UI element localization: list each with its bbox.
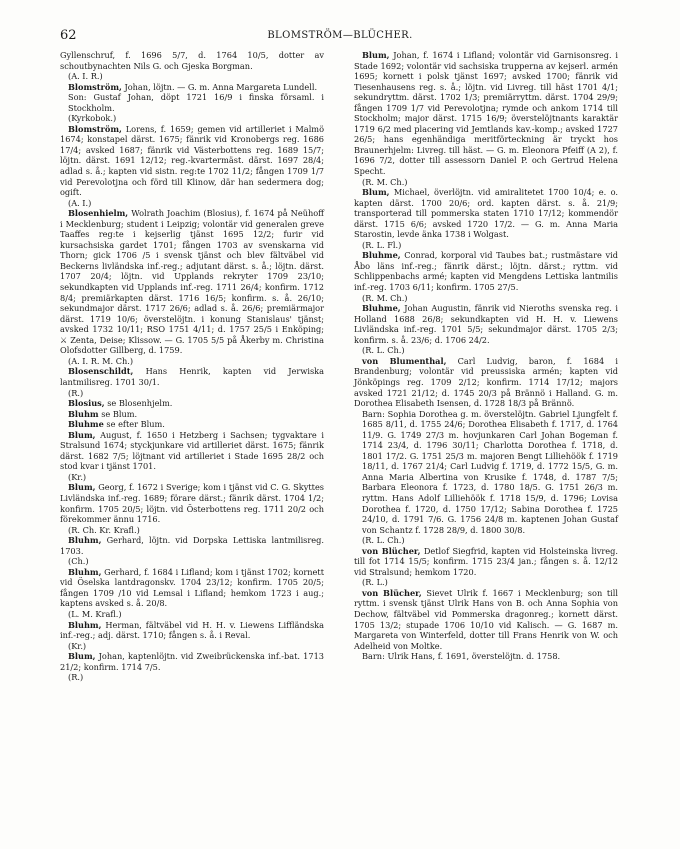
entry-text: se Blosenhjelm. <box>104 398 173 409</box>
entry-text: Georg, f. 1672 i Sverige; kom i tjänst vid C. G. Skyttes Livländska inf.-reg. 1689; förare därst.; fänrik därst. 1704 1/2; konfirm. 1705 20/5; löjtn. vid Österbottens reg. 1711 20/2 och förekommer ännu 1716. <box>60 482 324 525</box>
entry-name: von Blücher, <box>362 587 422 598</box>
entry-text: Sievet Ulrik f. 1667 i Mecklenburg; son till ryttm. i svensk tjänst Ulrik Hans von B. och Anna Sophia von Dechow, fältväbel vid Pommerska dragonreg.; kornett därst. 1705 13/2; stupade 1706 10/10 vid Kalisch. — G. 1687 m. Margareta von Winterfeld, dotter till Frans Henrik von W. och Adelheid von Moltke. <box>354 587 618 651</box>
entry-name: Bluhm <box>68 408 99 419</box>
left-column <box>60 50 324 683</box>
entry-note: (A. I. R. M. Ch.) <box>68 355 134 366</box>
entry <box>60 430 324 472</box>
entry-text: Wolrath Joachim (Blosius), f. 1674 på Neühoff i Mecklenburg; student i Leipzig; volontär vid generalen greve Taaffes reg:te i kejserlig tjänst 1695 12/2; furir vid kursachsiska gardet 1701; fången 1703 av svenskarna vid Thorn; gick 1706 /5 i svensk tjänst och blev fältväbel vid Beckerns livländska inf.-reg.; adjutant därst. s. å.; löjtn. därst. 1707 20/4; löjtn. vid Upplands rekryter 1709 23/10; sekundkapten vid Upplands inf.-reg. 1711 26/4; konfirm. 1712 8/4; premiärkapten därst. 1716 16/5; konfirm. s. å. 26/10; sekundmajor därst. 1717 26/6; adlad s. å. 26/6; premiärmajor därst. 1719 10/6; överstelöjtn. i konung Stanislaus' tjänst; avsked 1732 10/11; RSO 1751 4/11; d. 1757 25/5 i Enköping; ⚔ Zenta, Deise; Klissow. — G. 1705 5/5 på Åkerby m. Christina Olofsdotter Gillberg, d. 1759. <box>60 208 324 356</box>
entry-name: Blum, <box>68 482 96 493</box>
entry <box>354 356 618 409</box>
entry-text: Johan, löjtn. — G. m. Anna Margareta Lundell. <box>121 81 318 92</box>
entry-text: Johan Augustin, fänrik vid Nieroths svenska reg. i Holland 1688 26/8; sekundkapten vid H. H. v. Liewens Livländska inf.-reg. 1701 5/5; sekundmajor därst. 1705 2/3; konfirm. s. å. 23/6; d. 1706 24/2. <box>354 303 618 345</box>
entry-text: Conrad, korporal vid Taubes bat.; rustmästare vid Åbo läns inf.-reg.; fänrik därst.; löjtn. därst.; ryttm. vid Schlippenbachs armé; kapten vid Mengdens Lettiska lantmilis inf.-reg. 1703 6/11; konfirm. 1705 27/5. <box>354 250 618 293</box>
entry-text: se Blum. <box>98 408 138 419</box>
entry-name: Bluhme, <box>362 303 401 314</box>
entry-name: Blosenschildt, <box>68 366 134 377</box>
entry-note: (Kr.) <box>68 640 87 651</box>
entry-note: (R. Ch. Kr. Krafl.) <box>68 524 140 535</box>
entry-name: Blomström, <box>68 123 122 134</box>
entry-note: (Kr.) <box>68 471 87 482</box>
entry-name: Blomström, <box>68 81 122 92</box>
entry-name: Bluhme, <box>362 250 401 261</box>
entry-name: Bluhme <box>68 419 104 430</box>
entry-text: Herman, fältväbel vid H. H. v. Liewens Liffländska inf.-reg.; adj. därst. 1710; fången s. å. i Reval. <box>60 619 324 641</box>
entry <box>60 366 324 387</box>
entry <box>60 620 324 641</box>
entry <box>60 398 324 409</box>
entry <box>354 303 618 345</box>
entry-note: Barn: Sophia Dorothea g. m. överstelöjtn. Gabriel Ljungfelt f. 1685 8/11, d. 1755 24/6; Dorothea Elisabeth f. 1717, d. 1764 11/9. G. 1749 27/3 m. hovjunkaren Carl Johan Bogeman f. 1714 23/4, d. 1796 30/11; Charlotta Dorothea f. 1718, d. 1801 17/2. G. 1751 25/3 m. majoren Bengt Lilliehöök f. 1719 18/11, d. 1767 21/4; Carl Ludvig f. 1719, d. 1772 15/5, G. m. Anna Maria Albertina von Krusike f. 1748, d. 1787 7/5; Barbara Eleonora f. 1723, d. 1780 18/5. G. 1751 26/3 m. ryttm. Hans Adolf Lilliehöök f. 1718 15/9, d. 1796; Lovisa Dorothea f. 1720, d. 1750 17/12; Sabina Dorothea f. 1725 24/10, d. 1791 7/6. G. 1756 24/8 m. kaptenen Johan Gustaf von Schantz f. 1728 28/9, d. 1800 30/8. <box>362 408 618 535</box>
entry-text: Johan, kaptenlöjtn. vid Zweibrückenska inf.-bat. 1713 21/2; konfirm. 1714 7/5. <box>60 651 324 672</box>
entry <box>354 50 618 177</box>
entry-text: Gerhard, löjtn. vid Dorpska Lettiska lantmilisreg. 1703. <box>60 535 324 556</box>
running-title: BLOMSTRÖM—BLÜCHER. <box>267 30 413 41</box>
entry <box>354 250 618 292</box>
entry-continuation: Gyllenschruf, f. 1696 5/7, d. 1764 10/5, dotter av schoutbynachten Nils G. och Gjeska Borgman. <box>60 50 324 71</box>
entry-note: Son: Gustaf Johan, döpt 1721 16/9 i finska församl. i Stockholm. <box>68 92 324 113</box>
entry-note: (R.) <box>68 672 84 683</box>
entry-note: Barn: Ulrik Hans, f. 1691, överstelöjtn. d. 1758. <box>362 651 561 662</box>
entry-name: von Blücher, <box>362 545 421 556</box>
entry <box>60 651 324 672</box>
entry <box>60 208 324 356</box>
entry-note: (Ch.) <box>68 556 89 567</box>
entry-text: Hans Henrik, kapten vid Jerwiska lantmilisreg. 1701 30/1. <box>60 366 324 387</box>
entry-note: (A. I. R.) <box>68 71 103 82</box>
entry-name: Blum, <box>68 429 96 440</box>
entry <box>60 82 324 93</box>
entry-text: Michael, överlöjtn. vid amiralitetet 1700 10/4; e. o. kapten därst. 1700 20/6; ord. kapten därst. s. å. 21/9; transporterad till pommerska staten 1710 17/12; kommendör därst. 1715 6/6; avsked 1720 17/2. — G. m. Anna Maria Starostin, levde änka 1738 i Wolgast. <box>354 187 618 240</box>
entry-note: (L. M. Krafl.) <box>68 608 122 619</box>
entry-note: (R. L. Fl.) <box>362 239 402 250</box>
entry-text: Carl Ludvig, baron, f. 1684 i Brandenburg; volontär vid preussiska armén; kapten vid Jönköpings reg. 1709 2/12; konfirm. 1714 17/12; majors avsked 1721 21/12; d. 1745 20/3 på Brännö i Halland. G. m. Dorothea Elisabeth Isensen, d. 1728 18/3 på Brännö. <box>354 355 618 409</box>
entry-text: se efter Blum. <box>103 419 165 430</box>
entry-name: Bluhm, <box>68 535 102 546</box>
entry-note: (R. M. Ch.) <box>362 292 408 303</box>
entry-name: Blosenhielm, <box>68 208 129 219</box>
entry-name: Bluhm, <box>68 566 102 577</box>
entry-name: Blum, <box>68 651 96 662</box>
entry-note: (R. L.) <box>362 577 388 588</box>
entry <box>60 409 324 420</box>
entry-name: Blum, <box>362 187 390 198</box>
entry-name: Blosius, <box>68 398 105 409</box>
entry-note: (R. L. Ch.) <box>362 535 405 546</box>
entry-name: von Blumenthal, <box>362 355 447 366</box>
entry <box>60 419 324 430</box>
entry <box>60 535 324 556</box>
entry <box>60 567 324 609</box>
entry-note: (R. M. Ch.) <box>362 176 408 187</box>
entry <box>354 588 618 651</box>
entry-text: Johan, f. 1674 i Lifland; volontär vid Garnisonsreg. i Stade 1692; volontär vid sachsiska trupperna av kejserl. armén 1695; kornett i polsk tjänst 1697; avsked 1700; fänrik vid Tiesenhausens reg. s. å.; löjtn. vid Livreg. till häst 1701 4/1; sekundryttm. därst. 1702 1/3; premiärryttm. därst. 1704 29/9; fången 1709 1/7 vid Perevolotjna; rymde och ankom 1714 till Stockholm; major därst. 1715 16/9; överstelöjtnants karaktär 1719 6/2 med placering vid Jemtlands kav.-komp.; avsked 1727 26/5; hans egenhändiga meritförteckning är tryckt hos Braunerhjelm: Livreg. till häst. — G. m. Eleonora Pfeiff (A 2), f. 1696 7/2, dotter till assessorn Daniel P. och Gertrud Helena Specht. <box>354 50 618 177</box>
entry <box>60 482 324 524</box>
entry <box>60 124 324 198</box>
entry-text: Gerhard, f. 1684 i Lifland; kom i tjänst 1702; kornett vid Öselska lantdragonskv. 1704 23/12; konfirm. 1705 20/5; fången 1709 /10 vid Lemsal i Lifland; hemkom 1723 i aug.; kaptens avsked s. å. 20/8. <box>60 566 324 609</box>
entry-note: (R. L. Ch.) <box>362 345 405 356</box>
right-column <box>354 50 618 662</box>
entry-text: August, f. 1650 i Hetzberg i Sachsen; tygvaktare i Stralsund 1674; styckjunkare vid artilleriet därst. 1675; fänrik därst. 1682 7/5; löjtnant vid artilleriet i Stade 1695 28/2 och stod kvar i tjänst 1701. <box>60 429 324 472</box>
entry <box>354 546 618 578</box>
entry-text: Detlof Siegfrid, kapten vid Holsteinska livreg. till fot 1714 15/5; konfirm. 1715 23/4 jan.; fången s. å. 12/12 vid Stralsund; hemkom 1720. <box>354 545 618 577</box>
entry-name: Blum, <box>362 50 390 60</box>
entry <box>354 187 618 240</box>
entry-note: (R.) <box>68 387 84 398</box>
page-number: 62 <box>60 28 77 43</box>
entry-note: (Kyrkobok.) <box>68 113 117 124</box>
entry-text: Lorens, f. 1659; gemen vid artilleriet i Malmö 1674; konstapel därst. 1675; fänrik vid Kronobergs reg. 1686 17/4; avsked 1687; fänrik vid Västerbottens reg. 1689 15/7; löjtn. därst. 1691 12/12; reg.-kvartermäst. därst. 1697 28/4; adlad s. å.; kapten vid sistn. reg:te 1702 11/2; fången 1709 1/7 vid Perevolotjna och förd till Klinow, där han sedermera dog; ogift. <box>60 123 324 198</box>
entry-note: (A. I.) <box>68 197 92 208</box>
entry-name: Bluhm, <box>68 619 102 630</box>
